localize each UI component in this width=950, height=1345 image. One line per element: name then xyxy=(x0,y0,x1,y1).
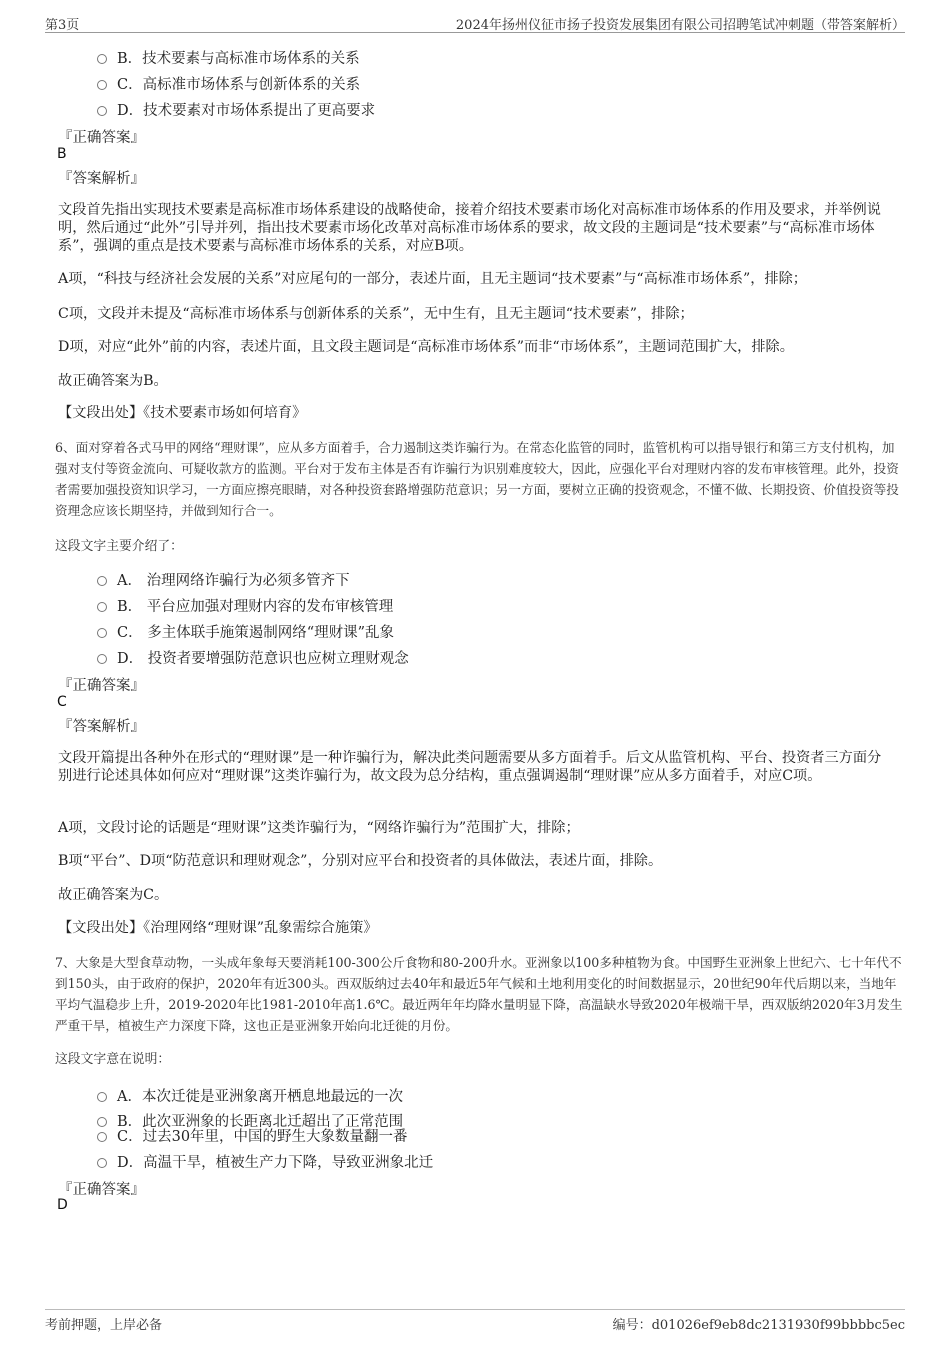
radio-icon xyxy=(97,576,107,586)
q6-conclusion: 故正确答案为C。 xyxy=(58,887,169,903)
q5-analysis-label: 『答案解析』 xyxy=(58,171,145,187)
q6-analysis-label: 『答案解析』 xyxy=(58,719,145,735)
q5-conclusion: 故正确答案为B。 xyxy=(58,373,168,389)
q5-option-b[interactable]: B．技术要素与高标准市场体系的关系 xyxy=(97,47,360,68)
footer-divider xyxy=(45,1309,905,1310)
q5-analysis-option-d: D项，对应“此外”前的内容，表述片面，且文段主题词是“高标准市场体系”而非“市场体系”，主题词范围扩大，排除。 xyxy=(58,339,794,355)
q7-option-d[interactable]: D．高温干旱，植被生产力下降，导致亚洲象北迁 xyxy=(97,1151,433,1172)
q5-analysis-option-a: A项，“科技与经济社会发展的关系”对应尾句的一部分，表述片面，且无主题词“技术要素”与“高标准市场体系”，排除； xyxy=(58,271,807,287)
q6-analysis-option-bd: B项“平台”、D项“防范意识和理财观念”，分别对应平台和投资者的具体做法，表述片面，排除。 xyxy=(58,853,663,869)
document-id: 编号：d01026ef9eb8dc2131930f99bbbbc5ec xyxy=(612,1318,905,1333)
page-number: 第3页 xyxy=(45,18,80,33)
q5-analysis-paragraph: 文段首先指出实现技术要素是高标准市场体系建设的战略使命，接着介绍技术要素市场化对高标准市场体系的作用及要求，并举例说明，然后通过“此外”引导并列，指出技术要素市场化改革对高标准市场体系的要求，故文段的主题词是“技术要素”与“高标准市场体系”，强调的重点是技术要素与高标准市场体系的关系，对应B项。 xyxy=(58,202,881,254)
radio-icon xyxy=(97,602,107,612)
radio-icon xyxy=(97,1132,107,1142)
q5-option-d[interactable]: D．技术要素对市场体系提出了更高要求 xyxy=(97,99,375,120)
q6-option-d[interactable]: D． 投资者要增强防范意识也应树立理财观念 xyxy=(97,647,409,668)
radio-icon xyxy=(97,106,107,116)
header-divider xyxy=(45,32,905,33)
radio-icon xyxy=(97,628,107,638)
q6-question-text: 6、面对穿着各式马甲的网络“理财课”，应从多方面着手，合力遏制这类诈骗行为。在常态化监管的同时，监管机构可以指导银行和第三方支付机构，加强对支付等资金流向、可疑收款方的监测。平台对于发布主体是否有诈骗行为识别难度较大，因此，应强化平台对理财内容的发布审核管理。此外，投资者需要加强投资知识学习，一方面应擦亮眼睛，对各种投资套路增强防范意识；另一方面，要树立正确的投资观念，不懂不做、长期投资、价值投资等投资理念应该长期坚持，并做到知行合一。 xyxy=(55,440,899,518)
footer-slogan: 考前押题，上岸必备 xyxy=(45,1318,163,1333)
q6-analysis-option-a: A项，文段讨论的话题是“理财课”这类诈骗行为，“网络诈骗行为”范围扩大，排除； xyxy=(58,820,580,836)
q7-answer: D xyxy=(57,1197,68,1213)
q5-analysis-option-c: C项，文段并未提及“高标准市场体系与创新体系的关系”，无中生有，且无主题词“技术要素”，排除； xyxy=(58,306,694,322)
q6-source: 【文段出处】《治理网络“理财课”乱象需综合施策》 xyxy=(58,920,378,936)
radio-icon xyxy=(97,54,107,64)
q6-analysis-paragraph: 文段开篇提出各种外在形式的“理财课”是一种诈骗行为，解决此类问题需要从多方面着手。后文从监管机构、平台、投资者三方面分别进行论述具体如何应对“理财课”这类诈骗行为，故文段为总分结构，重点强调遏制“理财课”应从多方面着手，对应C项。 xyxy=(58,750,882,784)
radio-icon xyxy=(97,80,107,90)
q7-option-c[interactable]: C．过去30年里，中国的野生大象数量翻一番 xyxy=(97,1125,408,1146)
q5-answer-label: 『正确答案』 xyxy=(58,130,145,146)
q7-answer-label: 『正确答案』 xyxy=(58,1182,145,1198)
document-title: 2024年扬州仪征市扬子投资发展集团有限公司招聘笔试冲刺题（带答案解析） xyxy=(455,18,905,33)
radio-icon xyxy=(97,1158,107,1168)
radio-icon xyxy=(97,654,107,664)
q5-option-c[interactable]: C．高标准市场体系与创新体系的关系 xyxy=(97,73,360,94)
q5-answer: B xyxy=(57,146,67,162)
q7-option-b[interactable]: B．此次亚洲象的长距离北迁超出了正常范围 xyxy=(97,1110,403,1131)
q6-answer-label: 『正确答案』 xyxy=(58,678,145,694)
radio-icon xyxy=(97,1092,107,1102)
q6-answer: C xyxy=(57,694,67,710)
q6-option-a[interactable]: A． 治理网络诈骗行为必须多管齐下 xyxy=(97,569,350,590)
q6-option-c[interactable]: C． 多主体联手施策遏制网络“理财课”乱象 xyxy=(97,621,394,642)
q7-option-a[interactable]: A．本次迁徙是亚洲象离开栖息地最远的一次 xyxy=(97,1085,403,1106)
q6-option-b[interactable]: B． 平台应加强对理财内容的发布审核管理 xyxy=(97,595,393,616)
q5-source: 【文段出处】《技术要素市场如何培育》 xyxy=(58,405,307,421)
q7-question-text: 7、大象是大型食草动物，一头成年象每天要消耗100-300公斤食物和80-200升水。亚洲象以100多种植物为食。中国野生亚洲象上世纪六、七十年代不到150头，由于政府的保护，2020年有近300头。西双版纳过去40年和最近5年气候和土地利用变化的时间数据显示，20世纪90年代后期以来，当地年平均气温稳步上升，2019-2020年比1981-2010年高1.6℃。最近两年年均降水量明显下降，高温缺水导致2020年极端干旱，西双版纳2020年3月发生严重干旱，植被生产力深度下降，这也正是亚洲象开始向北迁徙的月份。 xyxy=(55,955,903,1033)
q6-prompt: 这段文字主要介绍了： xyxy=(55,539,183,554)
q7-prompt: 这段文字意在说明： xyxy=(55,1052,171,1067)
